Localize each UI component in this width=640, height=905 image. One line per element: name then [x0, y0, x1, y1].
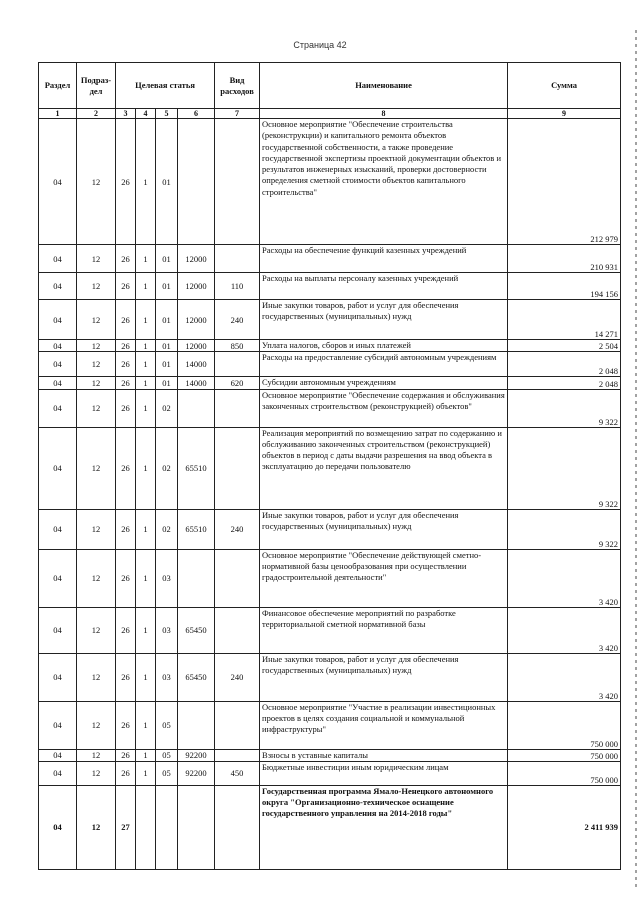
cell-name: Расходы на обеспечение функций казенных учреждений	[260, 245, 508, 273]
cell-name: Государственная программа Ямало-Ненецкого автономного округа "Организационно-техническое оснащение государственного управления на 2014-2018 годы"	[260, 785, 508, 869]
cell-code-direction: 12000	[178, 273, 215, 300]
cell-code-direction: 14000	[178, 377, 215, 389]
cell-vid: 240	[215, 300, 260, 340]
cell-code-subprogram: 1	[136, 653, 156, 701]
cell-code-direction	[178, 549, 215, 607]
page-header: Страница 42	[293, 40, 347, 50]
cell-code-event: 01	[156, 352, 178, 377]
cell-name: Расходы на предоставление субсидий автономным учреждениям	[260, 352, 508, 377]
cell-code-subprogram: 1	[136, 761, 156, 785]
cell-vid: 110	[215, 273, 260, 300]
column-number-row	[39, 109, 621, 119]
cell-code-subprogram: 1	[136, 340, 156, 352]
cell-code-subprogram: 1	[136, 377, 156, 389]
cell-code-program: 26	[116, 749, 136, 761]
cell-name: Реализация мероприятий по возмещению затрат по содержанию и обслуживанию законченных строительством (реконструкцией) объектов в период с даты выдачи разрешения на ввод объекта в эксплуатацию до передачи пользователю	[260, 427, 508, 509]
cell-razdel: 04	[39, 653, 77, 701]
cell-podrazdel: 12	[77, 119, 116, 245]
cell-sum: 750 000	[508, 761, 621, 785]
cell-code-program: 26	[116, 300, 136, 340]
cell-code-subprogram	[136, 785, 156, 869]
header-razdel: Раздел	[39, 63, 77, 109]
cell-code-subprogram: 1	[136, 701, 156, 749]
cell-vid	[215, 607, 260, 653]
cell-code-program: 26	[116, 273, 136, 300]
cell-razdel: 04	[39, 340, 77, 352]
cell-sum: 2 048	[508, 352, 621, 377]
cell-vid	[215, 245, 260, 273]
cell-vid	[215, 119, 260, 245]
cell-name: Основное мероприятие "Обеспечение содержания и обслуживания законченных строительством (реконструкцией) объектов"	[260, 389, 508, 427]
cell-podrazdel: 12	[77, 653, 116, 701]
cell-vid	[215, 749, 260, 761]
cell-code-program: 26	[116, 761, 136, 785]
cell-code-subprogram: 1	[136, 352, 156, 377]
cell-razdel: 04	[39, 352, 77, 377]
table-row	[39, 389, 621, 427]
cell-podrazdel: 12	[77, 607, 116, 653]
cell-code-subprogram: 1	[136, 607, 156, 653]
cell-vid	[215, 701, 260, 749]
cell-name: Основное мероприятие "Обеспечение действующей сметно-нормативной базы ценообразования при осуществлении градостроительной деятельности"	[260, 549, 508, 607]
cell-code-program: 26	[116, 607, 136, 653]
cell-sum: 3 420	[508, 653, 621, 701]
table-row	[39, 300, 621, 340]
cell-razdel: 04	[39, 785, 77, 869]
cell-code-direction	[178, 701, 215, 749]
cell-code-direction: 12000	[178, 245, 215, 273]
cell-code-direction	[178, 389, 215, 427]
col-number: 2	[77, 109, 116, 119]
cell-code-direction: 92200	[178, 761, 215, 785]
cell-code-subprogram: 1	[136, 549, 156, 607]
cell-sum: 2 504	[508, 340, 621, 352]
cell-name: Иные закупки товаров, работ и услуг для обеспечения государственных (муниципальных) нужд	[260, 509, 508, 549]
cell-code-program: 26	[116, 509, 136, 549]
cell-vid: 240	[215, 653, 260, 701]
table-row	[39, 119, 621, 245]
header-vid: Вид расходов	[215, 63, 260, 109]
cell-podrazdel: 12	[77, 749, 116, 761]
cell-podrazdel: 12	[77, 273, 116, 300]
cell-razdel: 04	[39, 549, 77, 607]
cell-code-direction: 65510	[178, 509, 215, 549]
cell-sum: 9 322	[508, 509, 621, 549]
cell-razdel: 04	[39, 761, 77, 785]
cell-code-direction: 65450	[178, 607, 215, 653]
table-row	[39, 352, 621, 377]
cell-code-event: 03	[156, 549, 178, 607]
cell-code-event: 02	[156, 427, 178, 509]
cell-name: Взносы в уставные капиталы	[260, 749, 508, 761]
cell-code-program: 26	[116, 549, 136, 607]
cell-code-subprogram: 1	[136, 245, 156, 273]
cell-code-subprogram: 1	[136, 273, 156, 300]
table-row	[39, 749, 621, 761]
cell-podrazdel: 12	[77, 389, 116, 427]
col-number: 7	[215, 109, 260, 119]
col-number: 8	[260, 109, 508, 119]
cell-razdel: 04	[39, 749, 77, 761]
col-number: 3	[116, 109, 136, 119]
cell-razdel: 04	[39, 389, 77, 427]
cell-code-subprogram: 1	[136, 427, 156, 509]
cell-razdel: 04	[39, 377, 77, 389]
col-number: 5	[156, 109, 178, 119]
budget-table	[38, 62, 621, 870]
cell-code-direction: 14000	[178, 352, 215, 377]
cell-code-event: 03	[156, 607, 178, 653]
table-row	[39, 340, 621, 352]
cell-code-direction: 12000	[178, 300, 215, 340]
cell-code-subprogram: 1	[136, 509, 156, 549]
cell-code-program: 26	[116, 119, 136, 245]
cell-code-subprogram: 1	[136, 119, 156, 245]
cell-podrazdel: 12	[77, 340, 116, 352]
cell-code-subprogram: 1	[136, 300, 156, 340]
col-number: 4	[136, 109, 156, 119]
cell-sum: 750 000	[508, 701, 621, 749]
cell-podrazdel: 12	[77, 427, 116, 509]
cell-podrazdel: 12	[77, 509, 116, 549]
table-row	[39, 785, 621, 869]
cell-code-direction: 92200	[178, 749, 215, 761]
header-sum: Сумма	[508, 63, 621, 109]
table-row	[39, 701, 621, 749]
cell-code-event: 01	[156, 119, 178, 245]
cell-code-event: 01	[156, 300, 178, 340]
table-row	[39, 761, 621, 785]
cell-vid	[215, 352, 260, 377]
cell-sum: 750 000	[508, 749, 621, 761]
cell-sum: 2 411 939	[508, 785, 621, 869]
cell-razdel: 04	[39, 300, 77, 340]
cell-code-event: 05	[156, 761, 178, 785]
cell-code-program: 26	[116, 340, 136, 352]
cell-razdel: 04	[39, 607, 77, 653]
cell-vid	[215, 549, 260, 607]
header-name: Наименование	[260, 63, 508, 109]
cell-code-direction: 65510	[178, 427, 215, 509]
cell-vid: 240	[215, 509, 260, 549]
cell-podrazdel: 12	[77, 377, 116, 389]
col-number: 6	[178, 109, 215, 119]
cell-code-direction	[178, 785, 215, 869]
cell-code-subprogram: 1	[136, 749, 156, 761]
table-row	[39, 549, 621, 607]
cell-name: Финансовое обеспечение мероприятий по разработке территориальной сметной нормативной базы	[260, 607, 508, 653]
cell-sum: 14 271	[508, 300, 621, 340]
cell-name: Расходы на выплаты персоналу казенных учреждений	[260, 273, 508, 300]
cell-sum: 212 979	[508, 119, 621, 245]
cell-code-event: 05	[156, 749, 178, 761]
cell-code-program: 26	[116, 653, 136, 701]
cell-code-program: 26	[116, 701, 136, 749]
table-row	[39, 509, 621, 549]
table-header-row	[39, 63, 621, 109]
cell-razdel: 04	[39, 273, 77, 300]
cell-code-event: 01	[156, 245, 178, 273]
cell-sum: 9 322	[508, 389, 621, 427]
cell-sum: 194 156	[508, 273, 621, 300]
cell-vid: 450	[215, 761, 260, 785]
cell-razdel: 04	[39, 701, 77, 749]
cell-code-event: 03	[156, 653, 178, 701]
cell-sum: 3 420	[508, 607, 621, 653]
cell-podrazdel: 12	[77, 761, 116, 785]
cell-sum: 9 322	[508, 427, 621, 509]
cell-code-program: 26	[116, 389, 136, 427]
cell-vid: 850	[215, 340, 260, 352]
cell-sum: 2 048	[508, 377, 621, 389]
cell-podrazdel: 12	[77, 300, 116, 340]
table-row	[39, 245, 621, 273]
cell-code-program: 26	[116, 245, 136, 273]
cell-code-direction: 12000	[178, 340, 215, 352]
cell-vid	[215, 389, 260, 427]
cell-code-event: 01	[156, 273, 178, 300]
cell-code-program: 26	[116, 427, 136, 509]
cell-razdel: 04	[39, 509, 77, 549]
cell-code-direction: 65450	[178, 653, 215, 701]
cell-code-subprogram: 1	[136, 389, 156, 427]
table-row	[39, 377, 621, 389]
cell-podrazdel: 12	[77, 785, 116, 869]
table-row	[39, 273, 621, 300]
cell-code-event: 02	[156, 509, 178, 549]
cell-name: Иные закупки товаров, работ и услуг для обеспечения государственных (муниципальных) нужд	[260, 300, 508, 340]
cell-name: Субсидии автономным учреждениям	[260, 377, 508, 389]
table-row	[39, 653, 621, 701]
cell-razdel: 04	[39, 245, 77, 273]
cell-vid: 620	[215, 377, 260, 389]
cell-podrazdel: 12	[77, 352, 116, 377]
scan-edge-mark	[635, 30, 637, 890]
header-podrazdel: Подраз-дел	[77, 63, 116, 109]
table-row	[39, 607, 621, 653]
cell-name: Уплата налогов, сборов и иных платежей	[260, 340, 508, 352]
cell-razdel: 04	[39, 119, 77, 245]
cell-code-event: 01	[156, 377, 178, 389]
col-number: 1	[39, 109, 77, 119]
cell-vid	[215, 785, 260, 869]
header-target: Целевая статья	[116, 63, 215, 109]
cell-name: Бюджетные инвестиции иным юридическим лицам	[260, 761, 508, 785]
cell-podrazdel: 12	[77, 701, 116, 749]
cell-code-program: 26	[116, 352, 136, 377]
cell-code-program: 26	[116, 377, 136, 389]
table-row	[39, 427, 621, 509]
cell-name: Иные закупки товаров, работ и услуг для обеспечения государственных (муниципальных) нужд	[260, 653, 508, 701]
cell-code-event: 01	[156, 340, 178, 352]
cell-code-event: 05	[156, 701, 178, 749]
cell-name: Основное мероприятие "Участие в реализации инвестиционных проектов в целях создания социальной и коммунальной инфраструктуры"	[260, 701, 508, 749]
cell-podrazdel: 12	[77, 549, 116, 607]
cell-vid	[215, 427, 260, 509]
cell-name: Основное мероприятие "Обеспечение строительства (реконструкции) и капитального ремонта объектов государственной собственности, а также проведение государственной экспертизы проектной документации объектов и результатов инженерных изысканий, проверки достоверности определения сметной стоимости объектов капитального строительства"	[260, 119, 508, 245]
col-number: 9	[508, 109, 621, 119]
cell-code-event	[156, 785, 178, 869]
cell-sum: 3 420	[508, 549, 621, 607]
cell-razdel: 04	[39, 427, 77, 509]
cell-code-program: 27	[116, 785, 136, 869]
cell-code-event: 02	[156, 389, 178, 427]
cell-podrazdel: 12	[77, 245, 116, 273]
cell-code-direction	[178, 119, 215, 245]
cell-sum: 210 931	[508, 245, 621, 273]
